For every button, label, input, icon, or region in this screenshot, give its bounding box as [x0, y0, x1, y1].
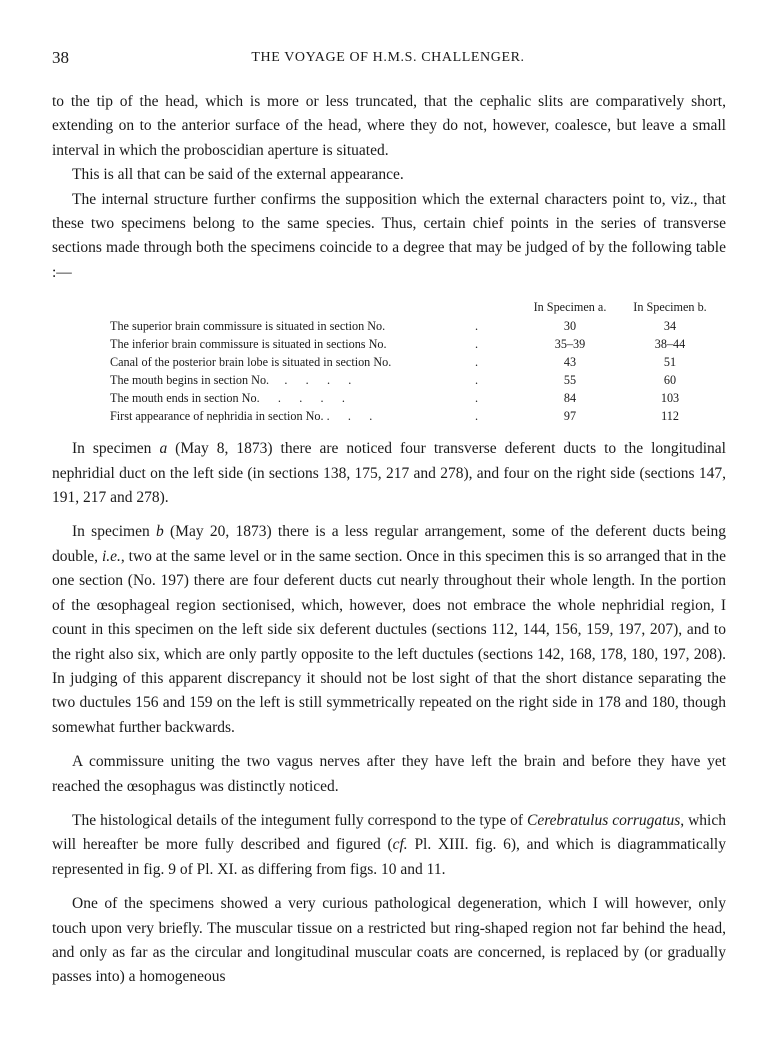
value-a: 97 [563, 409, 577, 424]
text-run: In specimen [72, 523, 156, 541]
paragraph-histology [52, 809, 726, 882]
row-dots: . [475, 337, 479, 352]
row-label: The superior brain commissure is situated in section No. [110, 319, 386, 334]
table-row [110, 389, 720, 407]
running-head [52, 48, 724, 68]
text-run: The histological details of the integument fully correspond to the type of [72, 811, 527, 829]
text-run: (May 20, 1873) there is a less regular arrangement, some of the deferent ducts being double, [52, 523, 726, 565]
paragraph-commissure: A commissure uniting the two vagus nerves after they have left the brain and before they have yet reached the œsophagus was distinctly noticed. [52, 753, 726, 795]
specimen-letter: a [159, 440, 168, 458]
value-a: 30 [563, 319, 577, 334]
text-run: , two at the same level or in the same section. Once in this specimen this is so arranged that in the one section (No. 197) there are four deferent ducts cut nearly throughout their whole length. In the portion of the œsophageal region sectionised, which, however, does not embrace the whole nephridial region, I count in this specimen on the left side six deferent ductules (sections 112, 144, 156, 159, 197, 207), and to the right also six, which are only partly opposite to the left ductules (sections 142, 168, 178, 180, 197, 208). In judging of this apparent discrepancy it should not be lost sight of that the short distance separating the two ductules 156 and 159 on the left is still symmetrically repeated on the right side in 178 and 180, though somewhat further backwards. [52, 547, 726, 736]
value-b: 112 [661, 409, 679, 424]
text-run: Pl. XIII. fig. 6), and which is diagrammatically represented in fig. 9 of Pl. XI. as differing from figs. 10 and 11. [52, 836, 726, 878]
paragraph-continuation: to the tip of the head, which is more or less truncated, that the cephalic slits are comparatively short, extending on to the anterior surface of the head, where they do not, however, coalesce, but leave a small interval in which the proboscidian aperture is situated. [52, 93, 726, 159]
table-row [110, 335, 720, 353]
row-label: The mouth begins in section No. . . . . [110, 373, 352, 388]
col-header-specimen-b: In Specimen b. [633, 299, 707, 314]
value-b: 103 [660, 391, 680, 406]
paragraph-external-appearance: This is all that can be said of the external appearance. [72, 166, 404, 184]
row-label: The mouth ends in section No. . . . . [110, 391, 345, 406]
row-label: The inferior brain commissure is situated in sections No. [110, 337, 387, 352]
row-dots: . [475, 319, 479, 334]
table-header-row [110, 297, 720, 317]
row-label: First appearance of nephridia in section No. . . . [110, 409, 373, 424]
text-run: (May 8, 1873) there are noticed four transverse deferent ducts to the longitudinal nephridial duct on the left side (in sections 138, 175, 217 and 278), and four on the right side (sections 147, 191, 217 and 278). [52, 440, 726, 507]
row-dots: . [475, 373, 479, 388]
page-number: 38 [52, 48, 69, 67]
table-row [110, 317, 720, 335]
value-a: 43 [563, 355, 577, 370]
specimen-letter: b [155, 523, 164, 541]
value-b: 38–44 [654, 337, 686, 352]
value-b: 60 [663, 373, 677, 388]
table-row [110, 353, 720, 371]
species-name: Cerebratulus corrugatus [527, 811, 681, 829]
paragraph-specimen-a [52, 437, 726, 510]
sections-table [110, 297, 720, 425]
value-b: 51 [663, 355, 677, 370]
row-dots: . [475, 409, 479, 424]
value-a: 35–39 [554, 337, 586, 352]
italic-abbrev: i.e. [101, 547, 121, 565]
paragraph-specimen-b [52, 520, 726, 740]
text-run: , which will hereafter be more fully described and figured ( [52, 811, 726, 854]
paragraph-pathology: One of the specimens showed a very curious pathological degeneration, which I will however, only touch upon very briefly. The muscular tissue on a restricted but ring-shaped region not far behind the head, and only as far as the circular and longitudinal muscular coats are concerned, is replaced by (or gradually passes into) a homogeneous [52, 895, 726, 986]
running-title: THE VOYAGE OF H.M.S. CHALLENGER. [251, 50, 525, 65]
col-header-specimen-a: In Specimen a. [533, 299, 607, 314]
italic-abbrev: cf. [392, 836, 408, 854]
table-row [110, 407, 720, 425]
row-dots: . [475, 391, 479, 406]
paragraph-internal-structure: The internal structure further confirms the supposition which the external characters point to, viz., that these two specimens belong to the same species. Thus, certain chief points in the series of transverse sections made through both the specimens coincide to a degree that may be judged of by the following table :— [52, 190, 726, 281]
row-label: Canal of the posterior brain lobe is situated in section No. [110, 355, 392, 370]
value-a: 84 [563, 391, 577, 406]
text-run: In specimen [72, 440, 160, 458]
value-b: 34 [663, 319, 677, 334]
table-row [110, 371, 720, 389]
body-text [52, 90, 726, 990]
value-a: 55 [563, 373, 577, 388]
row-dots: . [475, 355, 479, 370]
